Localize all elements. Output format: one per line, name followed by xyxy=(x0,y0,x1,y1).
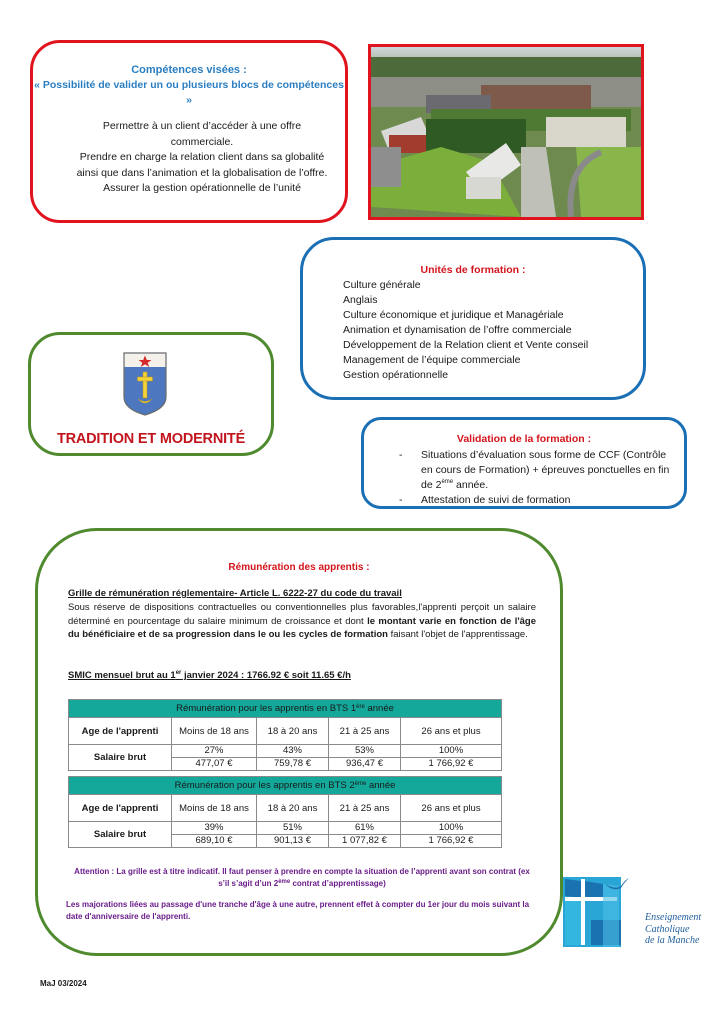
attention-text: Attention : La grille est à titre indicatif. Il faut penser à prendre en compte la situation de l’apprenti avant son contrat (ex s’il s’agit d’un 2 xyxy=(74,867,530,888)
table-cell: 18 à 20 ans xyxy=(257,718,329,745)
table-cell: 1 766,92 € xyxy=(401,758,502,771)
table-header-row xyxy=(69,700,502,718)
grille-text: faisant l'objet de l'apprentissage. xyxy=(387,629,528,640)
unites-formation-box xyxy=(300,237,646,400)
campus-aerial-photo xyxy=(368,44,644,220)
competence-item: Prendre en charge la relation client dans sa globalité ainsi que dans l’animation et la globalisation de l’offre. xyxy=(76,151,328,179)
unites-list xyxy=(343,278,588,383)
coat-of-arms-icon xyxy=(122,351,168,417)
validation-item: - Attestation de suivi de formation xyxy=(399,493,674,508)
enseignement-catholique-logo xyxy=(563,872,702,950)
window-dove-logo-icon xyxy=(563,872,629,947)
superscript: ère xyxy=(356,704,365,710)
unite-item: Management de l’équipe commerciale xyxy=(343,354,521,366)
table-cell: 759,78 € xyxy=(257,758,329,771)
table-cell: 43% xyxy=(257,745,329,758)
table-cell: 39% xyxy=(172,822,257,835)
table-header xyxy=(69,700,502,718)
table-row xyxy=(69,795,502,822)
smic-line xyxy=(68,669,536,683)
row-label: Salaire brut xyxy=(69,745,172,771)
validation-box xyxy=(361,417,687,509)
unite-item: Culture générale xyxy=(343,279,421,291)
grille-description xyxy=(68,601,536,642)
update-date: MaJ 03/2024 xyxy=(40,979,87,988)
competence-item: Assurer la gestion opérationnelle de l’unité xyxy=(103,182,301,194)
table-row xyxy=(69,745,502,758)
row-label: Age de l'apprenti xyxy=(69,795,172,822)
table-cell: 21 à 25 ans xyxy=(329,718,401,745)
smic-text: janvier 2024 : 1766.92 € soit 11.65 €/h xyxy=(181,670,351,681)
grille-text: Sous réserve de dispositions contractuelles ou conventionnelles plus favorables,l'apprenti perçoit un salaire déterminé en pourcentage du salaire minimum de croissance et dont xyxy=(68,602,536,627)
superscript: ème xyxy=(441,479,454,485)
unite-item: Culture économique et juridique et Managériale xyxy=(343,309,564,321)
unite-item: Gestion opérationnelle xyxy=(343,369,449,381)
table-cell: 689,10 € xyxy=(172,835,257,848)
table-cell: Moins de 18 ans xyxy=(172,795,257,822)
table-cell: 26 ans et plus xyxy=(401,718,502,745)
table-cell: 61% xyxy=(329,822,401,835)
table-cell: 477,07 € xyxy=(172,758,257,771)
row-label: Salaire brut xyxy=(69,822,172,848)
table-cell: 1 077,82 € xyxy=(329,835,401,848)
table-header-text: année xyxy=(364,703,394,714)
table-row xyxy=(69,718,502,745)
remuneration-box xyxy=(35,528,563,956)
superscript: ème xyxy=(278,879,291,885)
validation-title: Validation de la formation : xyxy=(456,433,592,445)
school-motto: TRADITION ET MODERNITÉ xyxy=(56,431,246,447)
competences-heading: Compétences visées : xyxy=(131,64,247,76)
campus-photo-image xyxy=(371,47,641,217)
competences-list xyxy=(73,119,331,197)
competence-item: Permettre à un client d’accéder à une offre commerciale. xyxy=(102,120,302,148)
majoration-note: Les majorations liées au passage d'une tranche d'âge à une autre, prennent effet à compter du 1er jour du mois suivant la date d'anniversaire de l'apprenti. xyxy=(66,900,530,921)
validation-item-text: année. xyxy=(453,479,489,491)
competences-box xyxy=(30,40,348,223)
superscript: er xyxy=(175,670,182,676)
row-label: Age de l'apprenti xyxy=(69,718,172,745)
validation-item xyxy=(399,448,674,493)
table-header xyxy=(69,777,502,795)
grille-text-bold: le montant varie en fonction de l'âge du bénéficiaire et de sa progression dans le ou les cycles de formation xyxy=(68,615,536,640)
table-cell: 18 à 20 ans xyxy=(257,795,329,822)
table-cell: 936,47 € xyxy=(329,758,401,771)
superscript: ème xyxy=(354,781,367,787)
logo-text xyxy=(645,912,701,947)
unite-item: Anglais xyxy=(343,294,378,306)
unite-item: Développement de la Relation client et Vente conseil xyxy=(343,339,589,351)
logo-text-line: Catholique xyxy=(645,923,690,935)
table-cell: 21 à 25 ans xyxy=(329,795,401,822)
tradition-box xyxy=(28,332,274,456)
table-cell: 26 ans et plus xyxy=(401,795,502,822)
validation-list xyxy=(399,448,674,508)
attention-text: contrat d’apprentissage) xyxy=(290,879,386,888)
attention-note xyxy=(68,866,536,890)
table-cell: Moins de 18 ans xyxy=(172,718,257,745)
table-header-text: Rémunération pour les apprentis en BTS 2 xyxy=(174,780,355,791)
competences-title xyxy=(33,63,345,108)
logo-text-line: de la Manche xyxy=(645,935,700,946)
table-header-text: année xyxy=(366,780,396,791)
remuneration-title: Rémunération des apprentis : xyxy=(228,562,370,573)
grille-title: Grille de rémunération réglementaire- Article L. 6222-27 du code du travail xyxy=(68,588,402,599)
smic-text: SMIC mensuel brut au 1 xyxy=(68,670,176,681)
table-cell: 27% xyxy=(172,745,257,758)
salary-table-year-2 xyxy=(68,776,502,848)
table-cell: 901,13 € xyxy=(257,835,329,848)
table-cell: 100% xyxy=(401,745,502,758)
unite-item: Animation et dynamisation de l’offre commerciale xyxy=(343,324,572,336)
table-cell: 100% xyxy=(401,822,502,835)
validation-item-text: Situations d’évaluation sous forme de CCF (Contrôle en cours de Formation) + épreuves ponctuelles en fin de 2 xyxy=(421,449,670,491)
table-row xyxy=(69,822,502,835)
salary-table-year-1 xyxy=(68,699,502,771)
logo-text-line: Enseignement xyxy=(645,912,702,923)
table-header-row xyxy=(69,777,502,795)
table-header-text: Rémunération pour les apprentis en BTS 1 xyxy=(176,703,357,714)
unites-title: Unités de formation : xyxy=(420,264,526,276)
table-cell: 53% xyxy=(329,745,401,758)
competences-subheading: « Possibilité de valider un ou plusieurs blocs de compétences » xyxy=(34,79,344,106)
table-cell: 1 766,92 € xyxy=(401,835,502,848)
table-cell: 51% xyxy=(257,822,329,835)
